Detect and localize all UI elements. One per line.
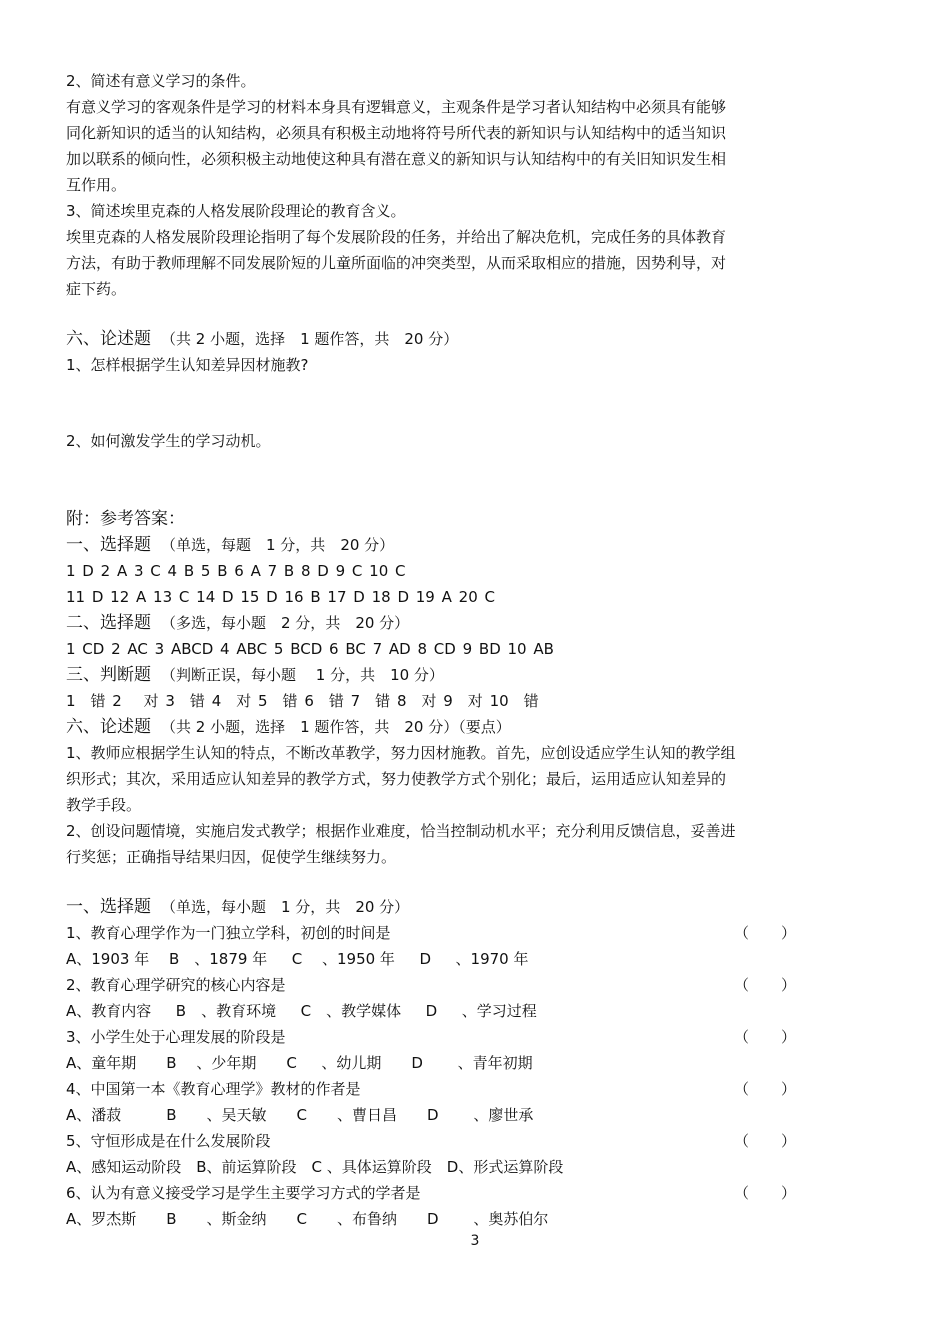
spacer bbox=[66, 454, 796, 506]
quiz-question-5 bbox=[66, 1128, 796, 1154]
quiz-question-3 bbox=[66, 1024, 796, 1050]
answers-s3-heading bbox=[66, 662, 796, 688]
page-number: 3 bbox=[470, 1233, 480, 1249]
answers-s2-note: （多选，每小题 2 分，共 20 分） bbox=[161, 614, 410, 632]
quiz-heading bbox=[66, 894, 796, 920]
answers-a1-line-3: 教学手段。 bbox=[66, 796, 142, 814]
answer-blank[interactable]: （ ） bbox=[734, 976, 796, 994]
essay-question-1: 1、怎样根据学生认知差异因材施教? bbox=[66, 356, 309, 374]
short-answer-2-line-4: 互作用。 bbox=[66, 176, 127, 194]
quiz-options-6: A、罗杰斯 B 、斯金纳 C 、布鲁纳 D 、奥苏伯尔 bbox=[66, 1210, 549, 1228]
spacer bbox=[66, 870, 796, 894]
answers-s1-title: 一、选择题 bbox=[66, 535, 151, 555]
content-column bbox=[66, 68, 796, 1232]
answers-a1-line-2: 织形式；其次，采用适应认知差异的教学方式，努力使教学方式个别化；最后，运用适应认知差异的 bbox=[66, 770, 727, 788]
answers-s1-line-1: 1 D 2 A 3 C 4 B 5 B 6 A 7 B 8 D 9 C 10 C bbox=[66, 562, 406, 580]
quiz-question-2 bbox=[66, 972, 796, 998]
answers-a2-line-1: 2、创设问题情境，实施启发式教学；根据作业难度，恰当控制动机水平；充分利用反馈信息，妥善进 bbox=[66, 822, 736, 840]
short-answer-3-line-1: 埃里克森的人格发展阶段理论指明了每个发展阶段的任务，并给出了解决危机，完成任务的具体教育 bbox=[66, 228, 727, 246]
question-text: 6、认为有意义接受学习是学生主要学习方式的学者是 bbox=[66, 1184, 421, 1202]
spacer bbox=[66, 302, 796, 326]
question-text: 5、守恒形成是在什么发展阶段 bbox=[66, 1132, 271, 1150]
answers-s1-line-2: 11 D 12 A 13 C 14 D 15 D 16 B 17 D 18 D 19 A 20 C bbox=[66, 588, 495, 606]
essay-question-2: 2、如何激发学生的学习动机。 bbox=[66, 432, 271, 450]
quiz-options-4: A、潘菽 B 、吴天敏 C 、曹日昌 D 、廖世承 bbox=[66, 1106, 534, 1124]
short-answer-2-line-2: 同化新知识的适当的认知结构，必须具有积极主动地将符号所代表的新知识与认知结构中的适当知识 bbox=[66, 124, 727, 142]
answers-s1-note: （单选，每题 1 分，共 20 分） bbox=[161, 536, 395, 554]
answer-blank[interactable]: （ ） bbox=[734, 1080, 796, 1098]
quiz-options-3: A、童年期 B 、少年期 C 、幼儿期 D 、青年初期 bbox=[66, 1054, 533, 1072]
essay-heading bbox=[66, 326, 796, 352]
answer-blank[interactable]: （ ） bbox=[734, 924, 796, 942]
short-question-2: 2、简述有意义学习的条件。 bbox=[66, 72, 256, 90]
question-text: 4、中国第一本《教育心理学》教材的作者是 bbox=[66, 1080, 361, 1098]
essay-note: （共 2 小题，选择 1 题作答，共 20 分） bbox=[161, 330, 459, 348]
quiz-note: （单选，每小题 1 分，共 20 分） bbox=[161, 898, 410, 916]
short-answer-2-line-1: 有意义学习的客观条件是学习的材料本身具有逻辑意义，主观条件是学习者认知结构中必须具有能够 bbox=[66, 98, 727, 116]
short-answer-2-line-3: 加以联系的倾向性，必须积极主动地使这种具有潜在意义的新知识与认知结构中的有关旧知识发生相 bbox=[66, 150, 727, 168]
short-question-3: 3、简述埃里克森的人格发展阶段理论的教育含义。 bbox=[66, 202, 406, 220]
answer-blank[interactable]: （ ） bbox=[734, 1132, 796, 1150]
answer-blank[interactable]: （ ） bbox=[734, 1184, 796, 1202]
question-text: 2、教育心理学研究的核心内容是 bbox=[66, 976, 286, 994]
quiz-question-6 bbox=[66, 1180, 796, 1206]
answers-s2-heading bbox=[66, 610, 796, 636]
spacer bbox=[66, 378, 796, 428]
short-answer-3-line-3: 症下药。 bbox=[66, 280, 127, 298]
answers-s1-heading bbox=[66, 532, 796, 558]
answers-heading: 附：参考答案： bbox=[66, 509, 185, 529]
answers-s2-title: 二、选择题 bbox=[66, 613, 151, 633]
answers-s6-heading bbox=[66, 714, 796, 740]
answers-s6-note: （共 2 小题，选择 1 题作答，共 20 分）（要点） bbox=[161, 718, 511, 736]
question-text: 3、小学生处于心理发展的阶段是 bbox=[66, 1028, 286, 1046]
quiz-question-4 bbox=[66, 1076, 796, 1102]
answers-s3-note: （判断正误，每小题 1 分，共 10 分） bbox=[161, 666, 444, 684]
question-text: 1、教育心理学作为一门独立学科，初创的时间是 bbox=[66, 924, 391, 942]
answers-s3-title: 三、判断题 bbox=[66, 665, 151, 685]
quiz-title: 一、选择题 bbox=[66, 897, 151, 917]
short-answer-3-line-2: 方法，有助于教师理解不同发展阶短的儿童所面临的冲突类型，从而采取相应的措施，因势利导，对 bbox=[66, 254, 727, 272]
answers-s2-line: 1 CD 2 AC 3 ABCD 4 ABC 5 BCD 6 BC 7 AD 8 CD 9 BD 10 AB bbox=[66, 640, 554, 658]
quiz-question-1 bbox=[66, 920, 796, 946]
essay-title: 六、论述题 bbox=[66, 329, 151, 349]
answers-s3-line: 1 错 2 对 3 错 4 对 5 错 6 错 7 错 8 对 9 对 10 错 bbox=[66, 692, 539, 710]
answers-a1-line-1: 1、教师应根据学生认知的特点，不断改革教学，努力因材施教。首先，应创设适应学生认知的教学组 bbox=[66, 744, 736, 762]
quiz-options-2: A、教育内容 B 、教育环境 C 、教学媒体 D 、学习过程 bbox=[66, 1002, 537, 1020]
answers-a2-line-2: 行奖惩；正确指导结果归因，促使学生继续努力。 bbox=[66, 848, 397, 866]
quiz-options-1: A、1903 年 B 、1879 年 C 、1950 年 D 、1970 年 bbox=[66, 950, 529, 968]
quiz-options-5: A、感知运动阶段 B、前运算阶段 C 、具体运算阶段 D、形式运算阶段 bbox=[66, 1158, 564, 1176]
answers-s6-title: 六、论述题 bbox=[66, 717, 151, 737]
answer-blank[interactable]: （ ） bbox=[734, 1028, 796, 1046]
